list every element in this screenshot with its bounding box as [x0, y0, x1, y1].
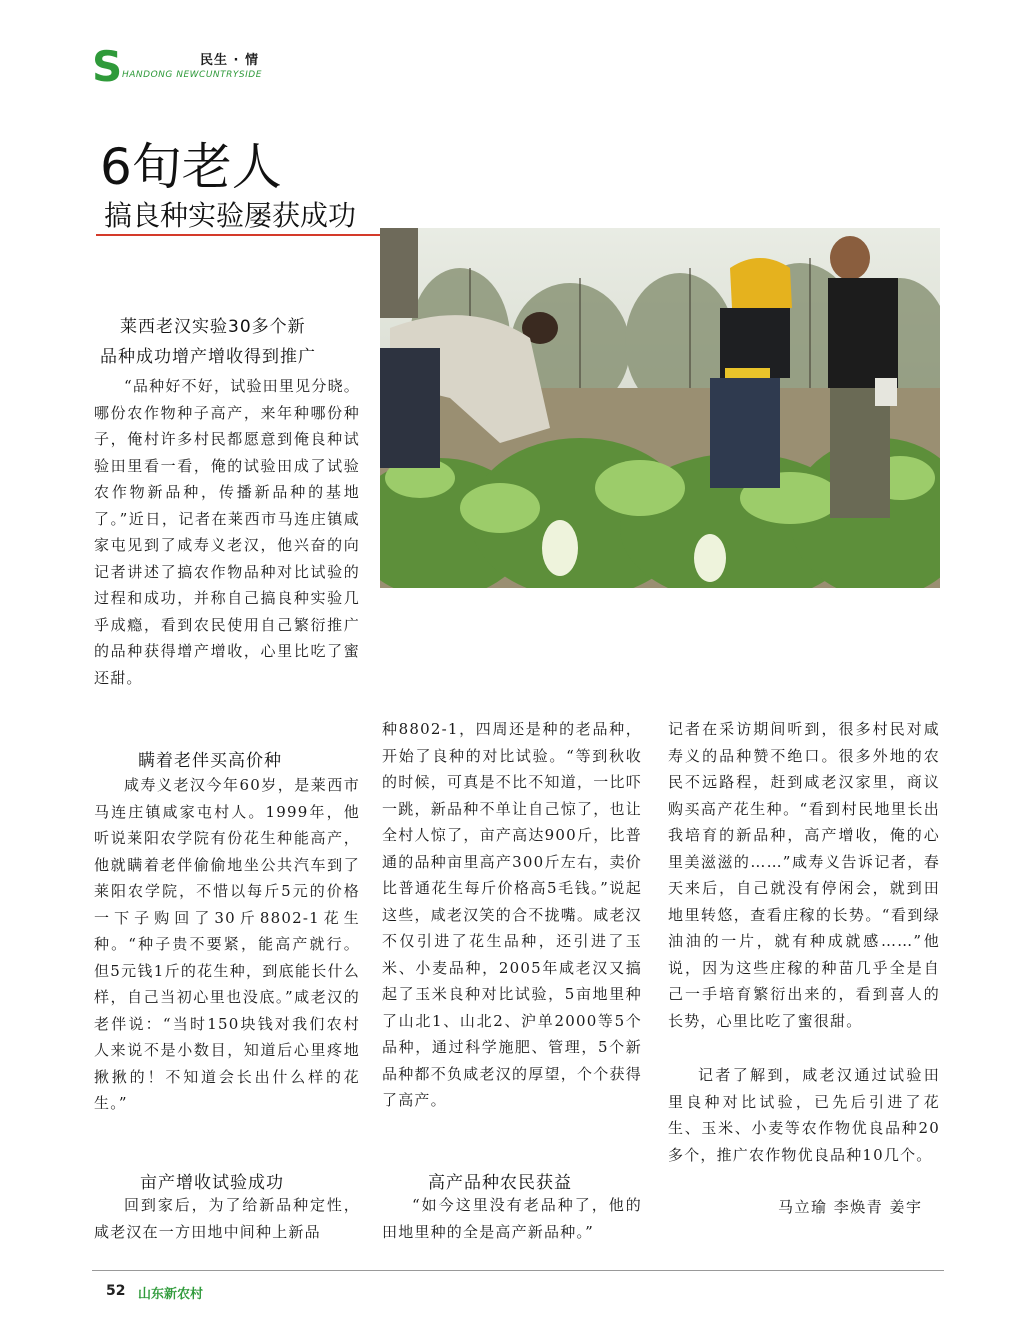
section2-paragraph-start: 回到家后，为了给新品种定性，咸老汉在一方田地中间种上新品 [94, 1196, 360, 1241]
footer-rule [92, 1270, 944, 1271]
section2-paragraph-continued: 种8802-1，四周还是种的老品种，开始了良种的对比试验。“等到秋收的时候，可真是不比不知道，一比吓一跳，新品种不单让自己惊了，也让全村人惊了，亩产高达900斤，比普通的品种亩里高产300斤左右，卖价比普通花生每斤价格高5毛钱。”说起这些，咸老汉笑的合不拢嘴。咸老汉不仅引进了花生品种，还引进了玉米、小麦品种，2005年咸老汉又搞起了玉米良种对比试验，5亩地里种了山北1、山北2、沪单2000等5个品种，通过科学施肥、管理，5个新品种都不负咸老汉的厚望，个个获得了高产。 [382, 720, 642, 1109]
section3-paragraph-continued: 记者在采访期间听到，很多村民对咸寿义的品种赞不绝口。很多外地的农民不远路程，赶到咸老汉家里，商议购买高产花生种。“看到村民地里长出我培育的新品种，高产增收，俺的心里美滋滋的……”咸寿义告诉记者，春天来后，自己就没有停闲会，就到田地里转悠，查看庄稼的长势。“看到绿油油的一片，就有种成就感……”他说，因为这些庄稼的种苗几乎全是自己一手培育繁衍出来的，看到喜人的长势，心里比吃了蜜很甜。 [668, 720, 940, 1030]
column-name: 民生 · 情 [200, 53, 259, 68]
footer-magazine-logo: 山东新农村 [138, 1287, 204, 1302]
article-title: 6旬老人 [100, 138, 282, 196]
intro-heading-line1: 莱西老汉实验30多个新 [120, 317, 306, 337]
page-number: 52 [106, 1283, 126, 1299]
section1-paragraph: 咸寿义老汉今年60岁，是莱西市马连庄镇咸家屯村人。1999年，他听说莱阳农学院有份花生种能高产，他就瞒着老伴偷偷地坐公共汽车到了莱阳农学院，不惜以每斤5元的价格一下子购回了30斤8802-1花生种。“种子贵不要紧，能高产就行。但5元钱1斤的花生种，到底能长什么样，自己当初心里也没底。”咸老汉的老伴说：“当时150块钱对我们农村人来说不是小数目，知道后心里疼地揪揪的！不知道会长出什么样的花生。” [94, 776, 360, 1112]
section-heading-1: 瞒着老伴买高价种 [138, 751, 282, 771]
article-photo [380, 228, 940, 588]
section3-paragraph-start: “如今这里没有老品种了，他的田地里种的全是高产新品种。” [382, 1196, 642, 1241]
closing-paragraph: 记者了解到，咸老汉通过试验田里良种对比试验，已先后引进了花生、玉米、小麦等农作物优良品种20多个，推广农作物优良品种10几个。 [668, 1066, 940, 1164]
magazine-english-name: HANDONG NEWCUNTRYSIDE [122, 70, 262, 80]
author-byline: 马立瑜 李焕青 姜宇 [778, 1198, 923, 1216]
section-heading-3: 高产品种农民获益 [428, 1173, 572, 1193]
magazine-logo-letter: S [92, 42, 123, 91]
intro-paragraph: “品种好不好，试验田里见分晓。哪份农作物种子高产，来年种哪份种子，俺村许多村民都愿意到俺良种试验田里看一看，俺的试验田成了试验农作物新品种，传播新品种的基地了。”近日，记者在莱西市马连庄镇咸家屯见到了咸寿义老汉，他兴奋的向记者讲述了搞农作物品种对比试验的过程和成功，并称自己搞良种实验几乎成瘾，看到农民使用自己繁衍推广的品种获得增产增收，心里比吃了蜜还甜。 [94, 377, 360, 687]
section-heading-2: 亩产增收试验成功 [140, 1173, 284, 1193]
intro-heading-line2: 品种成功增产增收得到推广 [100, 347, 316, 367]
photo-farmers-cabbage-field [380, 228, 940, 588]
title-underline [96, 234, 380, 236]
masthead [92, 42, 292, 91]
article-subtitle: 搞良种实验屡获成功 [104, 199, 357, 232]
